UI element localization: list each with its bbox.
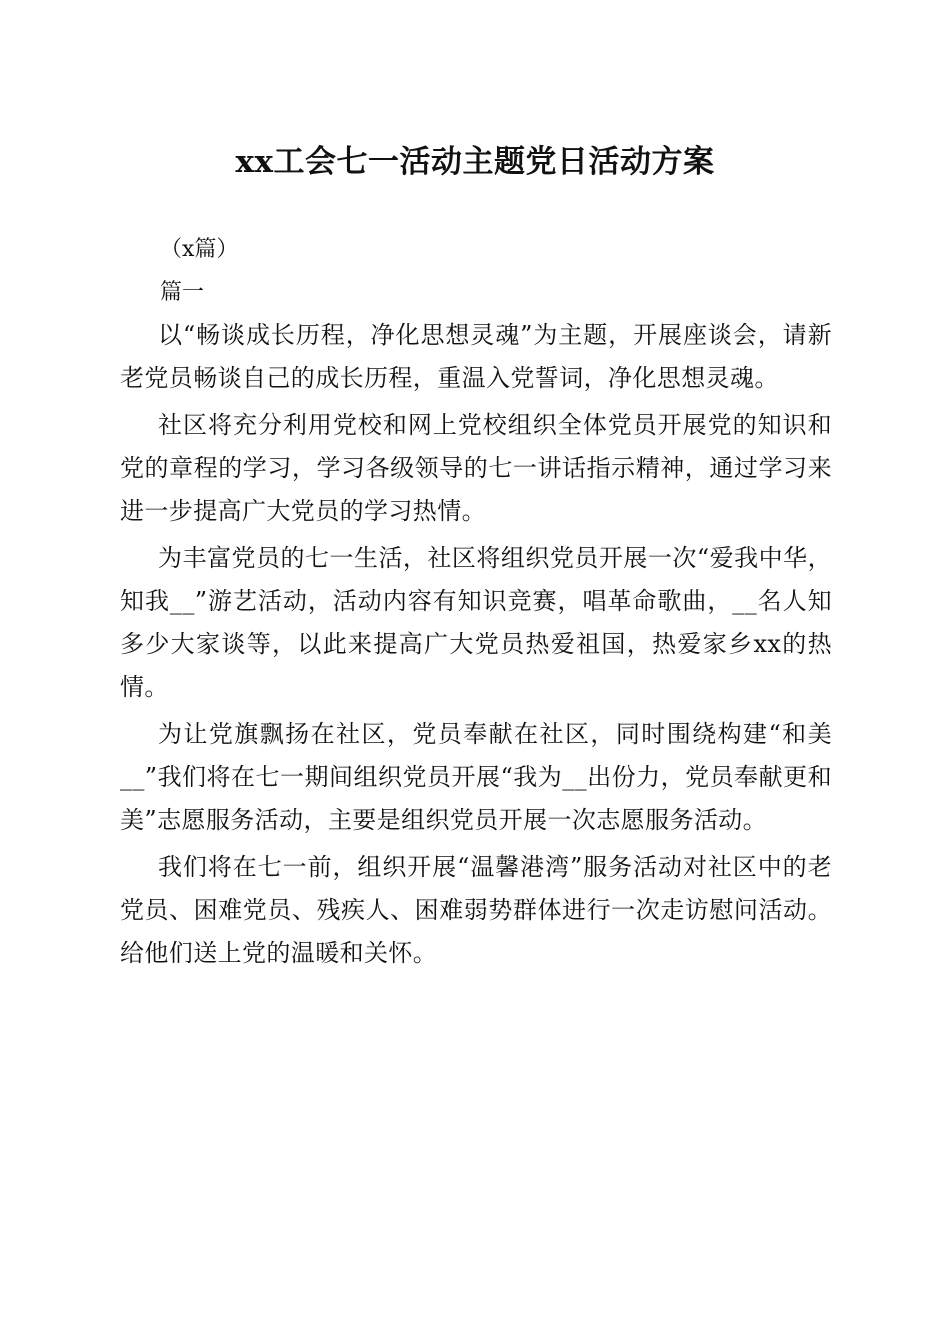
section-heading: 篇一: [160, 280, 205, 305]
paragraph: 我们将在七一前，组织开展“温馨港湾”服务活动对社区中的老党员、困难党员、残疾人、困难弱势群体进行一次走访慰问活动。给他们送上党的温暖和关怀。: [120, 853, 832, 967]
document-body: [120, 228, 832, 979]
document-title: xx工会七一活动主题党日活动方案: [235, 144, 715, 180]
paragraph: 以“畅谈成长历程，净化思想灵魂”为主题，开展座谈会，请新老党员畅谈自己的成长历程，重温入党誓词，净化思想灵魂。: [120, 321, 832, 392]
article-count-note: （x篇）: [160, 237, 239, 262]
paragraph: 社区将充分利用党校和网上党校组织全体党员开展党的知识和党的章程的学习，学习各级领导的七一讲话指示精神，通过学习来进一步提高广大党员的学习热情。: [120, 411, 832, 525]
paragraph: 为丰富党员的七一生活，社区将组织党员开展一次“爱我中华，知我__”游艺活动，活动内容有知识竞赛，唱革命歌曲，__名人知多少大家谈等，以此来提高广大党员热爱祖国，热爱家乡xx的热情。: [120, 544, 832, 701]
paragraph: 为让党旗飘扬在社区，党员奉献在社区，同时围绕构建“和美__”我们将在七一期间组织党员开展“我为__出份力，党员奉献更和美”志愿服务活动，主要是组织党员开展一次志愿服务活动。: [120, 720, 832, 834]
